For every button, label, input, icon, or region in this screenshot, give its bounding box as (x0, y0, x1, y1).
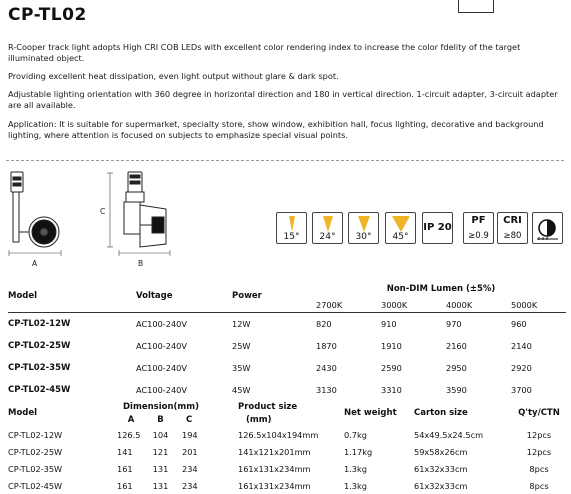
table-row (8, 426, 566, 443)
net-weight-cell: 1.3kg (344, 480, 367, 491)
front-view-drawing (11, 172, 59, 247)
table-row (8, 460, 566, 477)
description-paragraph-1: R-Cooper track light adopts High CRI COB LEDs with excellent color rendering index to increase the color fdelity of the target illuminated object. (8, 42, 521, 63)
lumen-cell: 3310 (381, 385, 402, 395)
carton-size-cell: 61x32x33cm (414, 480, 468, 491)
power-cell: 35W (232, 363, 251, 373)
column-header-carton-size: Carton size (414, 408, 468, 418)
carton-size-cell: 59x58x26cm (414, 446, 468, 457)
dimension-a-cell: 126.5 (117, 429, 141, 440)
dimension-label-a: A (32, 259, 38, 268)
dimension-label-b: B (138, 259, 144, 268)
qty-cell: 12pcs (526, 429, 552, 440)
qty-cell: 12pcs (526, 446, 552, 457)
cri-value: ≥80 (503, 231, 522, 241)
beam-angle-45-icon (385, 212, 416, 244)
column-header-lumen: Non-DIM Lumen (±5%) (386, 284, 496, 294)
column-header-qty: Q'ty/CTN (518, 408, 560, 418)
table-row (8, 357, 566, 379)
dimension-b-cell: 131 (152, 463, 169, 474)
lumen-cell: 2590 (381, 363, 402, 373)
model-cell: CP-TL02-35W (8, 363, 71, 373)
lumen-cell: 910 (381, 319, 397, 329)
product-size-cell: 161x131x234mm (238, 463, 311, 474)
dimension-b-cell: 131 (152, 480, 169, 491)
net-weight-cell: 1.17kg (344, 446, 373, 457)
voltage-cell: AC100-240V (136, 385, 187, 395)
product-drawing (4, 165, 194, 269)
table-row (8, 313, 566, 336)
dimension-b-cell: 121 (152, 446, 169, 457)
beam-angle-30-label: 30° (355, 232, 372, 242)
table-row (8, 477, 566, 494)
model-cell: CP-TL02-45W (8, 385, 71, 395)
lumen-cell: 3590 (446, 385, 467, 395)
lumen-cell: 820 (316, 319, 332, 329)
cri-title: CRI (503, 215, 522, 226)
dimension-c-cell: 234 (182, 480, 198, 491)
column-header-a: A (127, 414, 135, 425)
description-paragraph-4: Application: It is suitable for supermarket, specialty store, show window, exhibition hall, focus lighting, decorative and background lighting, where attention is focused on subjects to emphasize special visual points. (8, 119, 544, 140)
cct-header: 5000K (511, 298, 566, 313)
dimension-a-cell: 141 (117, 446, 133, 457)
product-size-cell: 141x121x201mm (238, 446, 311, 457)
side-view-drawing (124, 172, 166, 247)
model-cell: CP-TL02-45W (8, 480, 63, 491)
column-header-product-size: Product size (238, 401, 298, 412)
lumen-cell: 2950 (446, 363, 467, 373)
column-header-product-size-unit: (mm) (246, 414, 272, 425)
lumen-table (8, 280, 566, 401)
product-size-cell: 161x131x234mm (238, 480, 311, 491)
pf-value: ≥0.9 (468, 231, 489, 241)
lumen-cell: 2430 (316, 363, 337, 373)
dimension-c-cell: 201 (182, 446, 198, 457)
dimension-b-cell: 104 (152, 429, 169, 440)
dimension-c-cell: 194 (182, 429, 198, 440)
description-paragraph-3: Adjustable lighting orientation with 360 degree in horizontal direction and 180 in vertical direction. 1-circuit adapter, 3-circuit adapter are all available. (8, 89, 558, 110)
pf-title: PF (471, 215, 486, 226)
model-cell: CP-TL02-25W (8, 446, 63, 457)
lumen-cell: 2140 (511, 341, 532, 351)
model-cell: CP-TL02-35W (8, 463, 63, 474)
cct-header: 3000K (381, 298, 446, 313)
voltage-cell: AC100-240V (136, 341, 187, 351)
beam-angle-45-label: 45° (392, 232, 409, 242)
model-cell: CP-TL02-25W (8, 341, 71, 351)
table-row (8, 379, 566, 401)
column-header-power: Power (232, 280, 316, 313)
section-divider (6, 160, 564, 161)
power-cell: 25W (232, 341, 251, 351)
product-size-cell: 126.5x104x194mm (238, 429, 319, 440)
carton-size-cell: 61x32x33cm (414, 463, 468, 474)
table-row (8, 443, 566, 460)
lumen-cell: 2920 (511, 363, 532, 373)
column-header-dimension: Dimension(mm) (123, 401, 199, 412)
lumen-cell: 1870 (316, 341, 337, 351)
beam-angle-24-icon (312, 212, 343, 244)
dimension-c-cell: 234 (182, 463, 198, 474)
column-header-c: C (186, 414, 193, 425)
dimension-a-cell: 161 (117, 480, 133, 491)
cri-badge (497, 212, 528, 244)
cct-header: 2700K (316, 298, 381, 313)
voltage-cell: AC100-240V (136, 363, 187, 373)
lumen-cell: 970 (446, 319, 462, 329)
carton-size-cell: 54x49.5x24.5cm (414, 429, 484, 440)
lumen-cell: 3130 (316, 385, 337, 395)
dimension-label-c: C (100, 207, 106, 216)
net-weight-cell: 0.7kg (344, 429, 367, 440)
dimension-a-cell: 161 (117, 463, 133, 474)
model-cell: CP-TL02-12W (8, 319, 71, 329)
power-factor-badge (463, 212, 494, 244)
dimension-table (8, 400, 566, 494)
table-row (8, 335, 566, 357)
beam-angle-15-label: 15° (283, 232, 300, 242)
lumen-cell: 3700 (511, 385, 532, 395)
beam-angle-15-icon (276, 212, 307, 244)
power-cell: 12W (232, 319, 251, 329)
corner-frame (458, 0, 494, 13)
net-weight-cell: 1.3kg (344, 463, 367, 474)
qty-cell: 8pcs (529, 480, 549, 491)
ip-rating-badge (422, 212, 453, 244)
column-header-voltage: Voltage (136, 280, 232, 313)
dimmable-icon (532, 212, 563, 244)
beam-angle-24-label: 24° (319, 232, 336, 242)
lumen-cell: 2160 (446, 341, 467, 351)
lumen-cell: 1910 (381, 341, 402, 351)
lumen-cell: 960 (511, 319, 527, 329)
column-header-model: Model (8, 280, 136, 313)
model-cell: CP-TL02-12W (8, 429, 63, 440)
voltage-cell: AC100-240V (136, 319, 187, 329)
power-cell: 45W (232, 385, 251, 395)
cct-header: 4000K (446, 298, 511, 313)
beam-angle-30-icon (348, 212, 379, 244)
description-paragraph-2: Providing excellent heat dissipation, even light output without glare & dark spot. (8, 71, 339, 81)
qty-cell: 8pcs (529, 463, 549, 474)
page-title: CP-TL02 (8, 5, 87, 25)
column-header-net-weight: Net weight (344, 408, 397, 418)
ip-rating-label: IP 20 (423, 222, 452, 233)
column-header-b: B (157, 414, 164, 425)
column-header-model: Model (8, 408, 38, 418)
